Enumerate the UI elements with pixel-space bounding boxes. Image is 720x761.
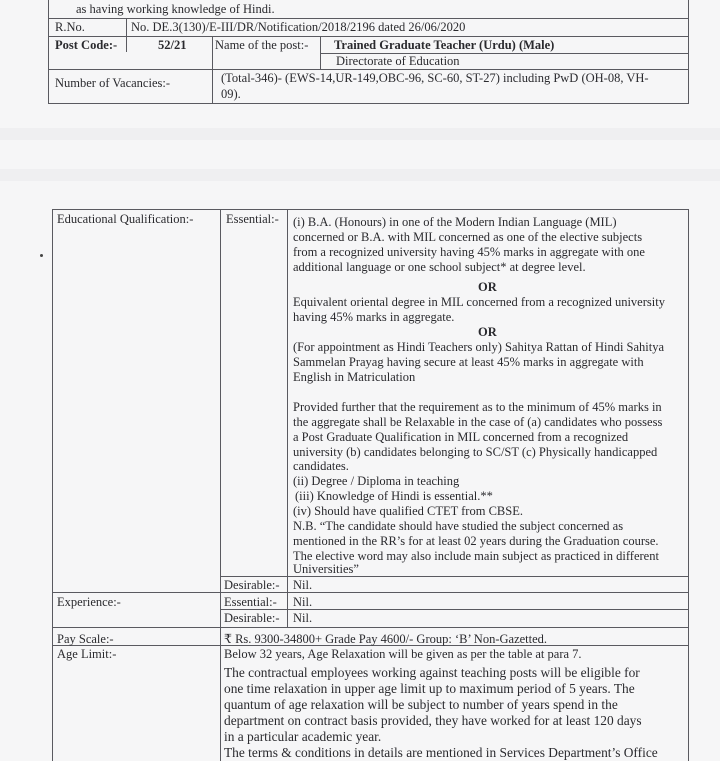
table-border (126, 18, 127, 52)
age-relaxation-line: in a particular academic year. (224, 729, 382, 744)
nb-line: mentioned in the RR’s for at least 02 years during the Graduation course. (293, 534, 659, 548)
table-border (220, 576, 688, 577)
proviso-line: the aggregate shall be Relaxable in the case of (a) candidates who possess (293, 415, 663, 429)
vacancies-value-line2: 09). (221, 87, 241, 101)
proviso-line: Provided further that the requirement as to the minimum of 45% marks in (293, 400, 662, 414)
qualification-label: Educational Qualification:- (57, 212, 194, 226)
alternative-1-line: having 45% marks in aggregate. (293, 310, 455, 324)
blank-page-strip (0, 140, 720, 169)
experience-label: Experience:- (57, 595, 121, 609)
alternative-2-line: Sammelan Prayag having secure at least 45% marks in aggregate with (293, 355, 644, 369)
age-limit-line: Below 32 years, Age Relaxation will be given as per the table at para 7. (224, 647, 582, 661)
post-name-value: Trained Graduate Teacher (Urdu) (Male) (334, 38, 555, 52)
pay-scale-label: Pay Scale:- (57, 632, 114, 646)
table-border (48, 36, 688, 37)
proviso-line: university (b) candidates belonging to SC/ST (c) Physically handicapped (293, 445, 658, 459)
alternative-1-line: Equivalent oriental degree in MIL concerned from a recognized university (293, 295, 665, 309)
table-border (48, 18, 688, 19)
notification-page-details (0, 181, 720, 761)
table-border (52, 209, 53, 761)
table-border (688, 0, 689, 104)
age-relaxation-line: quantum of age relaxation will be subject to number of years spend in the (224, 697, 618, 712)
department-name: Directorate of Education (336, 54, 460, 68)
table-border (320, 36, 321, 69)
table-border (52, 209, 688, 210)
or-separator: OR (478, 280, 497, 294)
qualification-item-2: (ii) Degree / Diploma in teaching (293, 474, 460, 488)
experience-desirable-label: Desirable:- (224, 611, 280, 625)
nb-line: Universities” (293, 562, 359, 576)
alternative-2-line: (For appointment as Hindi Teachers only) Sahitya Rattan of Hindi Sahitya (293, 340, 665, 354)
stray-mark (40, 254, 43, 257)
post-name-label: Name of the post:- (215, 38, 309, 52)
age-limit-label: Age Limit:- (57, 647, 117, 661)
age-relaxation-line: The contractual employees working against teaching posts will be eligible for (224, 665, 640, 680)
proviso-line: candidates. (293, 459, 349, 473)
table-border (48, 0, 49, 104)
experience-desirable-value: Nil. (293, 611, 313, 625)
experience-essential-value: Nil. (293, 595, 313, 609)
table-border (220, 209, 221, 761)
table-border (52, 592, 688, 593)
rno-label: R.No. (55, 20, 85, 34)
terms-conditions-line: The terms & conditions in details are mentioned in Services Department’s Office (224, 745, 658, 760)
desirable-label: Desirable:- (224, 578, 280, 592)
table-border (287, 209, 288, 627)
notification-page-top (0, 0, 720, 128)
qualification-item-1-line: additional language or one school subject* at degree level. (293, 260, 586, 274)
experience-essential-label: Essential:- (224, 595, 277, 609)
age-relaxation-line: department on contract basis provided, they have worked for at least 120 days (224, 713, 642, 728)
qualification-item-1-line: from a recognized university having 45% marks in aggregate with one (293, 245, 645, 259)
vacancies-value-line1: (Total-346)- (EWS-14,UR-149,OBC-96, SC-60, ST-27) including PwD (OH-08, VH- (221, 71, 649, 85)
table-border (688, 209, 689, 761)
table-border (48, 103, 688, 104)
table-border (212, 36, 213, 103)
table-border (220, 609, 688, 610)
alternative-2-line: English in Matriculation (293, 370, 416, 384)
table-border (52, 627, 688, 628)
proviso-line: a Post Graduate Qualification in MIL concerned from a recognized (293, 430, 629, 444)
nb-line: The elective word may also include main subject as practiced in different (293, 549, 659, 563)
table-border (48, 69, 688, 70)
age-relaxation-line: one time relaxation in upper age limit up to maximum period of 5 years. The (224, 681, 635, 696)
vacancies-label: Number of Vacancies:- (55, 76, 171, 90)
post-code-label: Post Code:- (55, 38, 118, 52)
desirable-value: Nil. (293, 578, 313, 592)
pay-scale-value: ₹ Rs. 9300-34800+ Grade Pay 4600/- Group: ‘B’ Non-Gazetted. (224, 632, 548, 646)
nb-line: N.B. “The candidate should have studied the subject concerned as (293, 519, 624, 533)
qualification-item-3: (iii) Knowledge of Hindi is essential.** (295, 489, 493, 503)
post-code-value: 52/21 (158, 38, 187, 52)
qualification-item-1-line: concerned or B.A. with MIL concerned as one of the elective subjects (293, 230, 643, 244)
qualification-item-1-line: (i) B.A. (Honours) in one of the Modern Indian Language (MIL) (293, 215, 617, 229)
essential-label: Essential:- (226, 212, 279, 226)
qualification-item-4: (iv) Should have qualified CTET from CBSE. (293, 504, 523, 518)
or-separator: OR (478, 325, 497, 339)
intro-text: as having working knowledge of Hindi. (76, 2, 275, 16)
rno-value: No. DE.3(130)/E-III/DR/Notification/2018/2196 dated 26/06/2020 (131, 20, 466, 34)
